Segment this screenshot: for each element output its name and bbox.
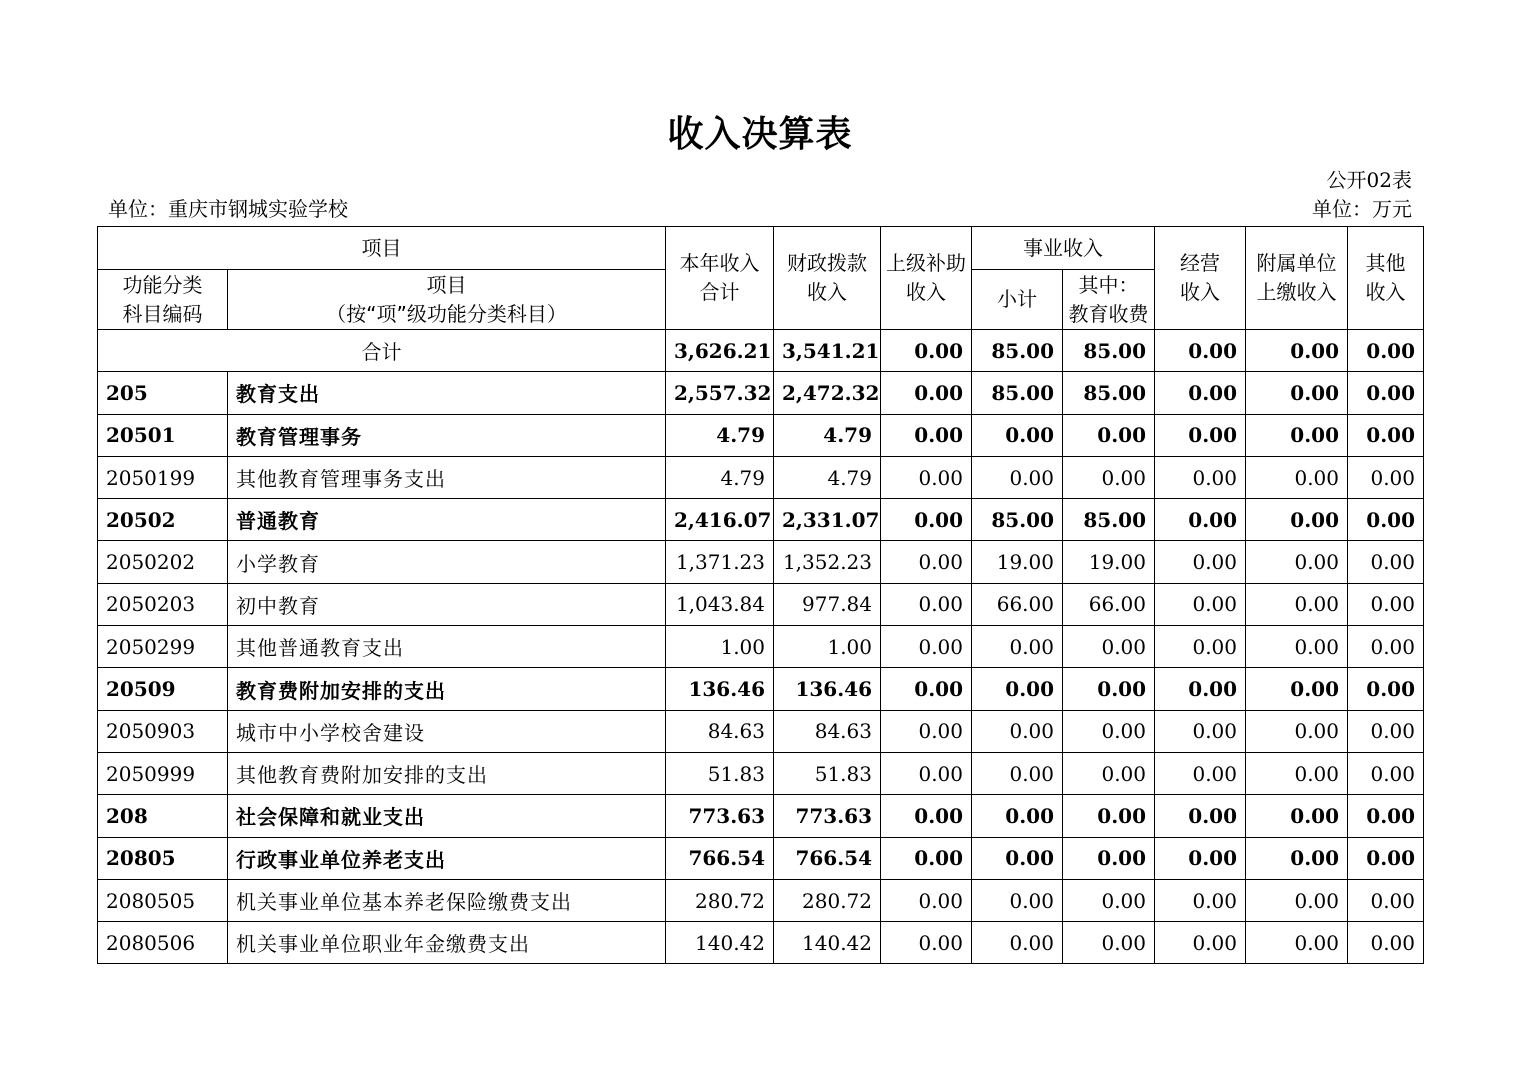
- item-name-cell: 其他教育管理事务支出: [228, 456, 666, 498]
- career-subtotal-cell: 0.00: [972, 626, 1063, 668]
- total-cell: 51.83: [666, 752, 774, 794]
- affiliated-cell: 0.00: [1246, 922, 1348, 964]
- operating-cell: 0.00: [1155, 922, 1246, 964]
- fiscal-cell: 51.83: [774, 752, 881, 794]
- other-cell: 0.00: [1348, 837, 1424, 879]
- total-cell: 1,043.84: [666, 583, 774, 625]
- header-career-education-fee: 其中： 教育收费: [1063, 270, 1155, 330]
- operating-cell: 0.00: [1155, 541, 1246, 583]
- income-table: [97, 226, 1424, 964]
- upper-subsidy-cell: 0.00: [881, 456, 972, 498]
- code-cell: 208: [98, 795, 228, 837]
- total-label: 合计: [98, 330, 666, 372]
- total-cell: 4.79: [666, 456, 774, 498]
- total-operating-cell: 0.00: [1155, 330, 1246, 372]
- upper-subsidy-cell: 0.00: [881, 710, 972, 752]
- career-education-fee-cell: 0.00: [1063, 414, 1155, 456]
- fiscal-cell: 977.84: [774, 583, 881, 625]
- total-cell: 84.63: [666, 710, 774, 752]
- other-cell: 0.00: [1348, 795, 1424, 837]
- fiscal-cell: 1.00: [774, 626, 881, 668]
- operating-cell: 0.00: [1155, 668, 1246, 710]
- career-subtotal-cell: 66.00: [972, 583, 1063, 625]
- code-cell: 2050903: [98, 710, 228, 752]
- other-cell: 0.00: [1348, 499, 1424, 541]
- other-cell: 0.00: [1348, 583, 1424, 625]
- code-cell: 2080505: [98, 879, 228, 921]
- other-cell: 0.00: [1348, 456, 1424, 498]
- career-subtotal-cell: 0.00: [972, 414, 1063, 456]
- affiliated-cell: 0.00: [1246, 795, 1348, 837]
- operating-cell: 0.00: [1155, 795, 1246, 837]
- header-operating: 经营 收入: [1155, 227, 1246, 330]
- fiscal-cell: 136.46: [774, 668, 881, 710]
- operating-cell: 0.00: [1155, 752, 1246, 794]
- affiliated-cell: 0.00: [1246, 626, 1348, 668]
- item-name-cell: 教育支出: [228, 372, 666, 414]
- header-project: 项目: [98, 227, 666, 270]
- item-name-cell: 社会保障和就业支出: [228, 795, 666, 837]
- total-upper-subsidy-cell: 0.00: [881, 330, 972, 372]
- career-subtotal-cell: 0.00: [972, 668, 1063, 710]
- other-cell: 0.00: [1348, 668, 1424, 710]
- career-subtotal-cell: 0.00: [972, 795, 1063, 837]
- table-row: [98, 372, 1424, 414]
- career-education-fee-cell: 0.00: [1063, 752, 1155, 794]
- affiliated-cell: 0.00: [1246, 710, 1348, 752]
- career-subtotal-cell: 0.00: [972, 456, 1063, 498]
- item-name-cell: 行政事业单位养老支出: [228, 837, 666, 879]
- header-other: 其他 收入: [1348, 227, 1424, 330]
- fiscal-cell: 766.54: [774, 837, 881, 879]
- item-name-cell: 教育费附加安排的支出: [228, 668, 666, 710]
- header-code: 功能分类 科目编码: [98, 270, 228, 330]
- affiliated-cell: 0.00: [1246, 499, 1348, 541]
- fiscal-cell: 1,352.23: [774, 541, 881, 583]
- total-other-cell: 0.00: [1348, 330, 1424, 372]
- unit-currency: 单位：万元: [1312, 197, 1412, 221]
- operating-cell: 0.00: [1155, 499, 1246, 541]
- table-row: [98, 879, 1424, 921]
- total-career-education-fee-cell: 85.00: [1063, 330, 1155, 372]
- table-row: [98, 922, 1424, 964]
- item-name-cell: 教育管理事务: [228, 414, 666, 456]
- code-cell: 2050999: [98, 752, 228, 794]
- operating-cell: 0.00: [1155, 372, 1246, 414]
- total-cell: 1,371.23: [666, 541, 774, 583]
- career-subtotal-cell: 0.00: [972, 879, 1063, 921]
- affiliated-cell: 0.00: [1246, 879, 1348, 921]
- table-number: 公开02表: [1326, 168, 1412, 192]
- table-row: [98, 710, 1424, 752]
- table-row: [98, 541, 1424, 583]
- total-cell: 766.54: [666, 837, 774, 879]
- upper-subsidy-cell: 0.00: [881, 922, 972, 964]
- upper-subsidy-cell: 0.00: [881, 668, 972, 710]
- total-cell: 1.00: [666, 626, 774, 668]
- career-education-fee-cell: 0.00: [1063, 626, 1155, 668]
- total-cell: 136.46: [666, 668, 774, 710]
- other-cell: 0.00: [1348, 414, 1424, 456]
- item-name-cell: 其他普通教育支出: [228, 626, 666, 668]
- total-cell: 2,557.32: [666, 372, 774, 414]
- career-subtotal-cell: 0.00: [972, 837, 1063, 879]
- upper-subsidy-cell: 0.00: [881, 626, 972, 668]
- unit-organization: 单位：重庆市钢城实验学校: [108, 197, 348, 221]
- total-total-cell: 3,626.21: [666, 330, 774, 372]
- career-subtotal-cell: 0.00: [972, 752, 1063, 794]
- affiliated-cell: 0.00: [1246, 668, 1348, 710]
- code-cell: 20805: [98, 837, 228, 879]
- code-cell: 2050203: [98, 583, 228, 625]
- career-education-fee-cell: 66.00: [1063, 583, 1155, 625]
- item-name-cell: 机关事业单位职业年金缴费支出: [228, 922, 666, 964]
- total-cell: 773.63: [666, 795, 774, 837]
- code-cell: 2050199: [98, 456, 228, 498]
- table-row: [98, 795, 1424, 837]
- table-row: [98, 414, 1424, 456]
- fiscal-cell: 773.63: [774, 795, 881, 837]
- other-cell: 0.00: [1348, 922, 1424, 964]
- career-subtotal-cell: 0.00: [972, 710, 1063, 752]
- affiliated-cell: 0.00: [1246, 837, 1348, 879]
- upper-subsidy-cell: 0.00: [881, 583, 972, 625]
- total-career-subtotal-cell: 85.00: [972, 330, 1063, 372]
- fiscal-cell: 4.79: [774, 456, 881, 498]
- career-education-fee-cell: 0.00: [1063, 922, 1155, 964]
- total-cell: 4.79: [666, 414, 774, 456]
- upper-subsidy-cell: 0.00: [881, 752, 972, 794]
- code-cell: 2050202: [98, 541, 228, 583]
- table-row: [98, 752, 1424, 794]
- fiscal-cell: 4.79: [774, 414, 881, 456]
- career-subtotal-cell: 0.00: [972, 922, 1063, 964]
- affiliated-cell: 0.00: [1246, 372, 1348, 414]
- other-cell: 0.00: [1348, 541, 1424, 583]
- header-fiscal: 财政拨款 收入: [774, 227, 881, 330]
- upper-subsidy-cell: 0.00: [881, 372, 972, 414]
- total-cell: 140.42: [666, 922, 774, 964]
- career-subtotal-cell: 85.00: [972, 372, 1063, 414]
- item-name-cell: 机关事业单位基本养老保险缴费支出: [228, 879, 666, 921]
- header-career-subtotal: 小计: [972, 270, 1063, 330]
- operating-cell: 0.00: [1155, 583, 1246, 625]
- upper-subsidy-cell: 0.00: [881, 879, 972, 921]
- fiscal-cell: 2,472.32: [774, 372, 881, 414]
- code-cell: 20502: [98, 499, 228, 541]
- affiliated-cell: 0.00: [1246, 414, 1348, 456]
- fiscal-cell: 280.72: [774, 879, 881, 921]
- career-education-fee-cell: 85.00: [1063, 372, 1155, 414]
- upper-subsidy-cell: 0.00: [881, 837, 972, 879]
- code-cell: 2080506: [98, 922, 228, 964]
- table-row: [98, 668, 1424, 710]
- operating-cell: 0.00: [1155, 456, 1246, 498]
- operating-cell: 0.00: [1155, 837, 1246, 879]
- header-item-name: 项目 （按“项”级功能分类科目）: [228, 270, 666, 330]
- code-cell: 20501: [98, 414, 228, 456]
- other-cell: 0.00: [1348, 752, 1424, 794]
- operating-cell: 0.00: [1155, 626, 1246, 668]
- other-cell: 0.00: [1348, 879, 1424, 921]
- code-cell: 2050299: [98, 626, 228, 668]
- other-cell: 0.00: [1348, 372, 1424, 414]
- header-career-income: 事业收入: [972, 227, 1155, 270]
- table-row: [98, 837, 1424, 879]
- table-row: [98, 456, 1424, 498]
- career-subtotal-cell: 19.00: [972, 541, 1063, 583]
- career-education-fee-cell: 0.00: [1063, 710, 1155, 752]
- total-cell: 2,416.07: [666, 499, 774, 541]
- total-cell: 280.72: [666, 879, 774, 921]
- total-affiliated-cell: 0.00: [1246, 330, 1348, 372]
- header-affiliated: 附属单位 上缴收入: [1246, 227, 1348, 330]
- career-education-fee-cell: 19.00: [1063, 541, 1155, 583]
- career-education-fee-cell: 0.00: [1063, 668, 1155, 710]
- career-education-fee-cell: 0.00: [1063, 837, 1155, 879]
- upper-subsidy-cell: 0.00: [881, 795, 972, 837]
- career-education-fee-cell: 0.00: [1063, 879, 1155, 921]
- upper-subsidy-cell: 0.00: [881, 499, 972, 541]
- fiscal-cell: 140.42: [774, 922, 881, 964]
- total-row: [98, 330, 1424, 372]
- affiliated-cell: 0.00: [1246, 752, 1348, 794]
- item-name-cell: 初中教育: [228, 583, 666, 625]
- affiliated-cell: 0.00: [1246, 583, 1348, 625]
- header-total: 本年收入 合计: [666, 227, 774, 330]
- item-name-cell: 普通教育: [228, 499, 666, 541]
- table-row: [98, 499, 1424, 541]
- upper-subsidy-cell: 0.00: [881, 541, 972, 583]
- table-row: [98, 583, 1424, 625]
- career-education-fee-cell: 0.00: [1063, 456, 1155, 498]
- other-cell: 0.00: [1348, 626, 1424, 668]
- item-name-cell: 城市中小学校舍建设: [228, 710, 666, 752]
- code-cell: 205: [98, 372, 228, 414]
- code-cell: 20509: [98, 668, 228, 710]
- career-education-fee-cell: 85.00: [1063, 499, 1155, 541]
- header-upper-subsidy: 上级补助 收入: [881, 227, 972, 330]
- upper-subsidy-cell: 0.00: [881, 414, 972, 456]
- other-cell: 0.00: [1348, 710, 1424, 752]
- total-fiscal-cell: 3,541.21: [774, 330, 881, 372]
- career-subtotal-cell: 85.00: [972, 499, 1063, 541]
- table-row: [98, 626, 1424, 668]
- operating-cell: 0.00: [1155, 879, 1246, 921]
- item-name-cell: 其他教育费附加安排的支出: [228, 752, 666, 794]
- affiliated-cell: 0.00: [1246, 541, 1348, 583]
- page-title: 收入决算表: [667, 114, 853, 155]
- fiscal-cell: 2,331.07: [774, 499, 881, 541]
- operating-cell: 0.00: [1155, 710, 1246, 752]
- item-name-cell: 小学教育: [228, 541, 666, 583]
- fiscal-cell: 84.63: [774, 710, 881, 752]
- operating-cell: 0.00: [1155, 414, 1246, 456]
- affiliated-cell: 0.00: [1246, 456, 1348, 498]
- career-education-fee-cell: 0.00: [1063, 795, 1155, 837]
